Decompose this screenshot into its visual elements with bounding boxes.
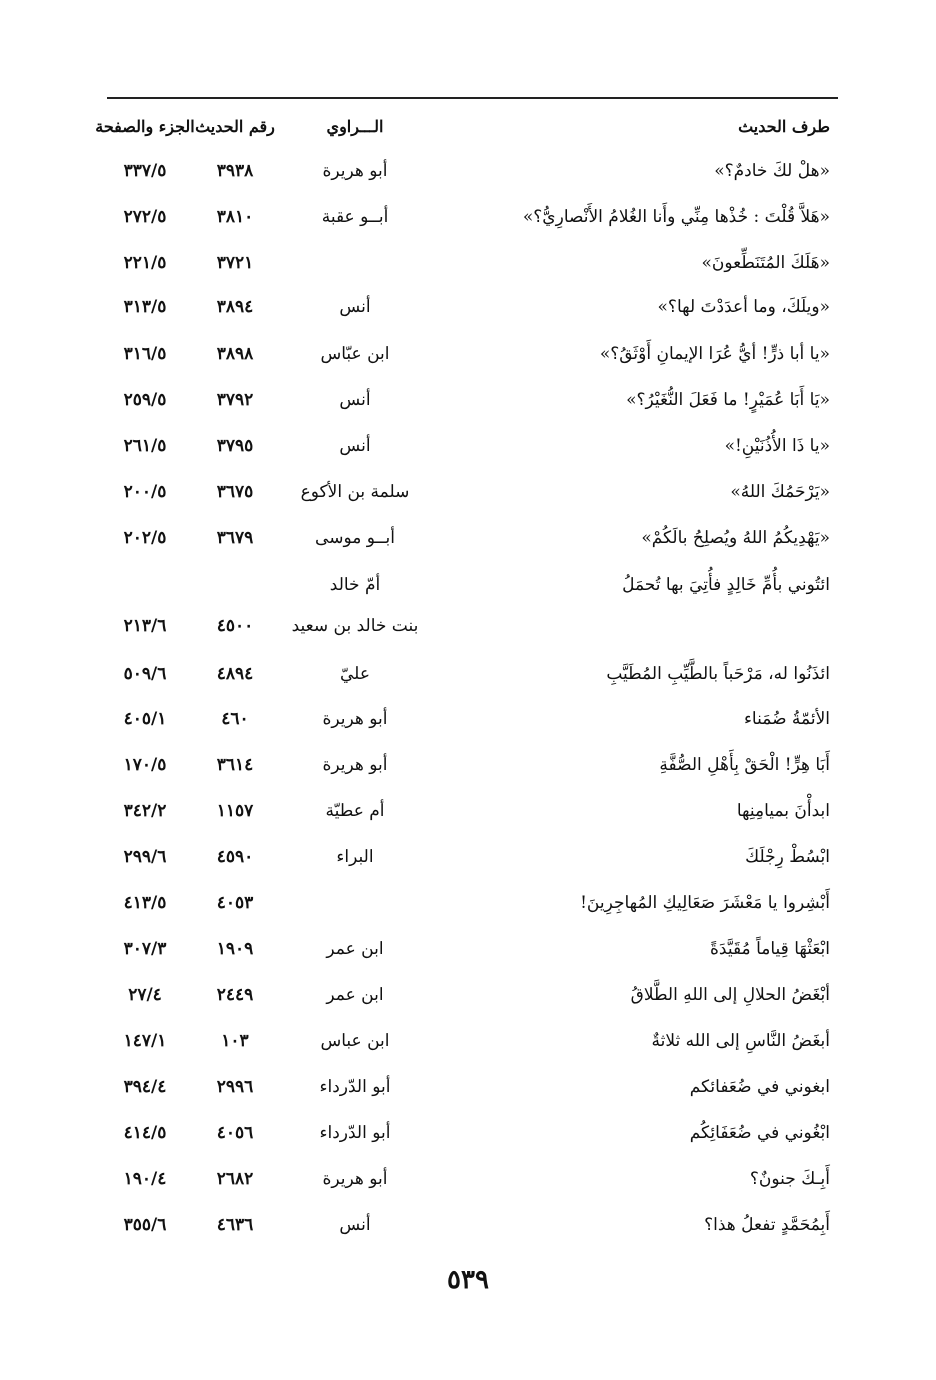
table-row	[100, 523, 840, 557]
volume-page: ٢٥٩/٥	[123, 390, 167, 410]
table-row	[100, 1164, 840, 1198]
volume-page: ٢٩٩/٦	[123, 847, 167, 867]
hadith-number: ٣٩٣٨	[216, 161, 254, 181]
table-row	[100, 611, 840, 645]
hadith-rawi: أبو الدّرداء	[319, 1123, 391, 1143]
hadith-tarf: «هلْ لكَ خادمٌ؟»	[714, 161, 830, 181]
table-header	[95, 112, 840, 142]
volume-page: ٢٧/٤	[128, 985, 162, 1005]
hadith-tarf: ابْغُوني في ضُعَفَائِكُم	[689, 1123, 830, 1143]
table-row	[100, 1210, 840, 1244]
hadith-tarf: أبْغَضُ الحلالِ إلى اللهِ الطَّلاقُ	[630, 985, 830, 1005]
table-row	[100, 934, 840, 968]
volume-page: ٢٢١/٥	[123, 253, 167, 273]
volume-page: ٢٦١/٥	[123, 436, 167, 456]
hadith-rawi: ابن عبّاس	[320, 344, 390, 364]
hadith-rawi: بنت خالد بن سعيد	[291, 616, 419, 636]
hadith-number: ٤٠٥٦	[216, 1123, 254, 1143]
volume-page: ١٤٧/١	[123, 1031, 167, 1051]
hadith-rawi: أبــو عقبة	[321, 207, 389, 227]
hadith-rawi: أبو الدّرداء	[319, 1077, 391, 1097]
hadith-rawi: سلمة بن الأكوع	[300, 482, 410, 502]
hadith-number: ٣٦١٤	[216, 755, 254, 775]
volume-page: ٣٠٧/٣	[123, 939, 167, 959]
hadith-rawi: أنس	[339, 436, 371, 456]
table-row	[100, 1072, 840, 1106]
volume-page: ٣٩٤/٤	[123, 1077, 167, 1097]
hadith-number: ٢٦٨٢	[216, 1169, 254, 1189]
table-row	[100, 431, 840, 465]
hadith-tarf: «يَا أَبَا عُمَيْرٍ! ما فَعَلَ النُّغَيْرُ؟»	[626, 390, 830, 410]
hadith-number: ٣٧٩٢	[216, 390, 254, 410]
hadith-tarf: أَبَا هِرٍّ! الْحَقْ بِأَهْلِ الصُّفَّةِ	[659, 755, 830, 775]
table-row	[100, 248, 840, 282]
hadith-number: ٤٦٠	[221, 709, 249, 729]
volume-page: ٥٠٩/٦	[123, 664, 167, 684]
hadith-tarf: ابغوني في ضُعَفائكم	[689, 1077, 830, 1097]
hadith-number: ١٩٠٩	[216, 939, 254, 959]
hadith-number: ٣٦٧٩	[216, 528, 254, 548]
hadith-number: ٣٨١٠	[216, 207, 254, 227]
header-juz-safha: الجزء والصفحة	[95, 117, 195, 136]
hadith-rawi: أبو هريرة	[322, 1169, 388, 1189]
hadith-rawi: أبو هريرة	[322, 755, 388, 775]
hadith-tarf: أَبِمُحَمَّدٍ تفعلُ هذا؟	[704, 1215, 830, 1235]
hadith-tarf: «يَهْدِيكُمُ اللهُ ويُصلِحُ بالَكُمْ»	[641, 528, 830, 548]
hadith-tarf: الأئمّةُ ضُمَناء	[743, 709, 830, 729]
table-row	[100, 385, 840, 419]
hadith-rawi: أمّ خالد	[329, 575, 381, 595]
table-row	[100, 1026, 840, 1060]
table-row	[100, 659, 840, 693]
hadith-tarf: ابْعَثْهَا قِياماً مُقَيَّدَةً	[710, 939, 830, 959]
table-row	[100, 202, 840, 236]
table-row	[100, 1118, 840, 1152]
hadith-number: ٤٨٩٤	[216, 664, 254, 684]
hadith-number: ٤٠٥٣	[216, 893, 254, 913]
hadith-tarf: ابْسُطْ رِجْلَكَ	[745, 847, 830, 867]
hadith-number: ٤٥٩٠	[216, 847, 254, 867]
hadith-tarf: «يَرْحَمُكَ اللهُ»	[730, 482, 830, 502]
hadith-number: ٤٥٠٠	[216, 616, 254, 636]
hadith-rawi: البراء	[336, 847, 374, 867]
hadith-rawi: أم عطيّة	[325, 801, 385, 821]
hadith-rawi: ابن عمر	[326, 939, 384, 959]
volume-page: ٣٤٢/٢	[123, 801, 167, 821]
hadith-number: ٣٧٢١	[216, 253, 254, 273]
hadith-rawi: ابن عباس	[320, 1031, 390, 1051]
hadith-tarf: ائتُوني بأُمِّ خَالِدٍ فأُتِيَ بها تُحمَلُ	[622, 575, 830, 595]
hadith-tarf: «ويلَكَ، وما أعدَدْتَ لها؟»	[657, 297, 830, 317]
volume-page: ٣١٦/٥	[123, 344, 167, 364]
volume-page: ٤١٣/٥	[123, 893, 167, 913]
header-rawi: الـــراوي	[326, 117, 384, 136]
hadith-number: ٣٦٧٥	[216, 482, 254, 502]
hadith-tarf: أَبِـكَ جنونٌ؟	[749, 1169, 830, 1189]
hadith-tarf: أبغَضُ النَّاسِ إلى الله ثلاثةٌ	[651, 1031, 830, 1051]
hadith-number: ١٠٣	[221, 1031, 249, 1051]
table-row	[100, 888, 840, 922]
hadith-rawi: ابن عمر	[326, 985, 384, 1005]
header-top-rule	[107, 97, 838, 99]
hadith-tarf: «هَلَكَ المُتَنَطِّعونَ»	[701, 253, 830, 273]
hadith-rawi: أبــو موسى	[315, 528, 395, 548]
table-row	[100, 980, 840, 1014]
hadith-rawi: أبو هريرة	[322, 709, 388, 729]
table-row	[100, 156, 840, 190]
hadith-number: ٣٨٩٤	[216, 297, 254, 317]
hadith-tarf: ائذَنُوا له، مَرْحَباً بالطَّيِّبِ المُطَيَّبِ	[606, 664, 830, 684]
volume-page: ٣١٣/٥	[123, 297, 167, 317]
header-tarf: طرف الحديث	[738, 117, 830, 136]
hadith-tarf: «يا أبا ذرٍّ! أيُّ عُرَا الإيمانِ أَوْثَقُ؟»	[599, 344, 830, 364]
hadith-rawi: أنس	[339, 1215, 371, 1235]
volume-page: ٢١٣/٦	[123, 616, 167, 636]
hadith-tarf: ابدأْنَ بميامِنِها	[736, 801, 830, 821]
table-row	[100, 339, 840, 373]
volume-page: ٣٣٧/٥	[123, 161, 167, 181]
volume-page: ٢٠٠/٥	[123, 482, 167, 502]
hadith-number: ١١٥٧	[216, 801, 254, 821]
table-row	[100, 704, 840, 738]
header-raqm: رقم الحديث	[195, 117, 275, 136]
table-row	[100, 292, 840, 326]
hadith-number: ٢٩٩٦	[216, 1077, 254, 1097]
volume-page: ١٩٠/٤	[123, 1169, 167, 1189]
hadith-rawi: أنس	[339, 390, 371, 410]
volume-page: ٢٧٢/٥	[123, 207, 167, 227]
volume-page: ٣٥٥/٦	[123, 1215, 167, 1235]
table-row	[100, 570, 840, 604]
hadith-rawi: أبو هريرة	[322, 161, 388, 181]
table-row	[100, 477, 840, 511]
table-row	[100, 842, 840, 876]
table-row	[100, 796, 840, 830]
hadith-number: ٣٧٩٥	[216, 436, 254, 456]
hadith-rawi: أنس	[339, 297, 371, 317]
hadith-number: ٣٨٩٨	[216, 344, 254, 364]
volume-page: ٢٠٢/٥	[123, 528, 167, 548]
volume-page: ٤١٤/٥	[123, 1123, 167, 1143]
volume-page: ٤٠٥/١	[123, 709, 167, 729]
hadith-rawi: عليّ	[340, 664, 370, 684]
page-number: ٥٣٩	[447, 1265, 489, 1295]
volume-page: ١٧٠/٥	[123, 755, 167, 775]
table-row	[100, 750, 840, 784]
hadith-tarf: «هَلاَّ قُلْتَ : خُذْها مِنِّي وأَنا الغُلامُ الأَنْصارِيُّ؟»	[522, 207, 830, 227]
hadith-tarf: أَبْشِروا يا مَعْشَرَ صَعَالِيكِ المُهاجِرِينَ!	[580, 893, 830, 913]
hadith-number: ٤٦٣٦	[216, 1215, 254, 1235]
hadith-number: ٢٤٤٩	[216, 985, 254, 1005]
hadith-tarf: «يا ذَا الأُذُنَيْنِ!»	[724, 436, 830, 456]
